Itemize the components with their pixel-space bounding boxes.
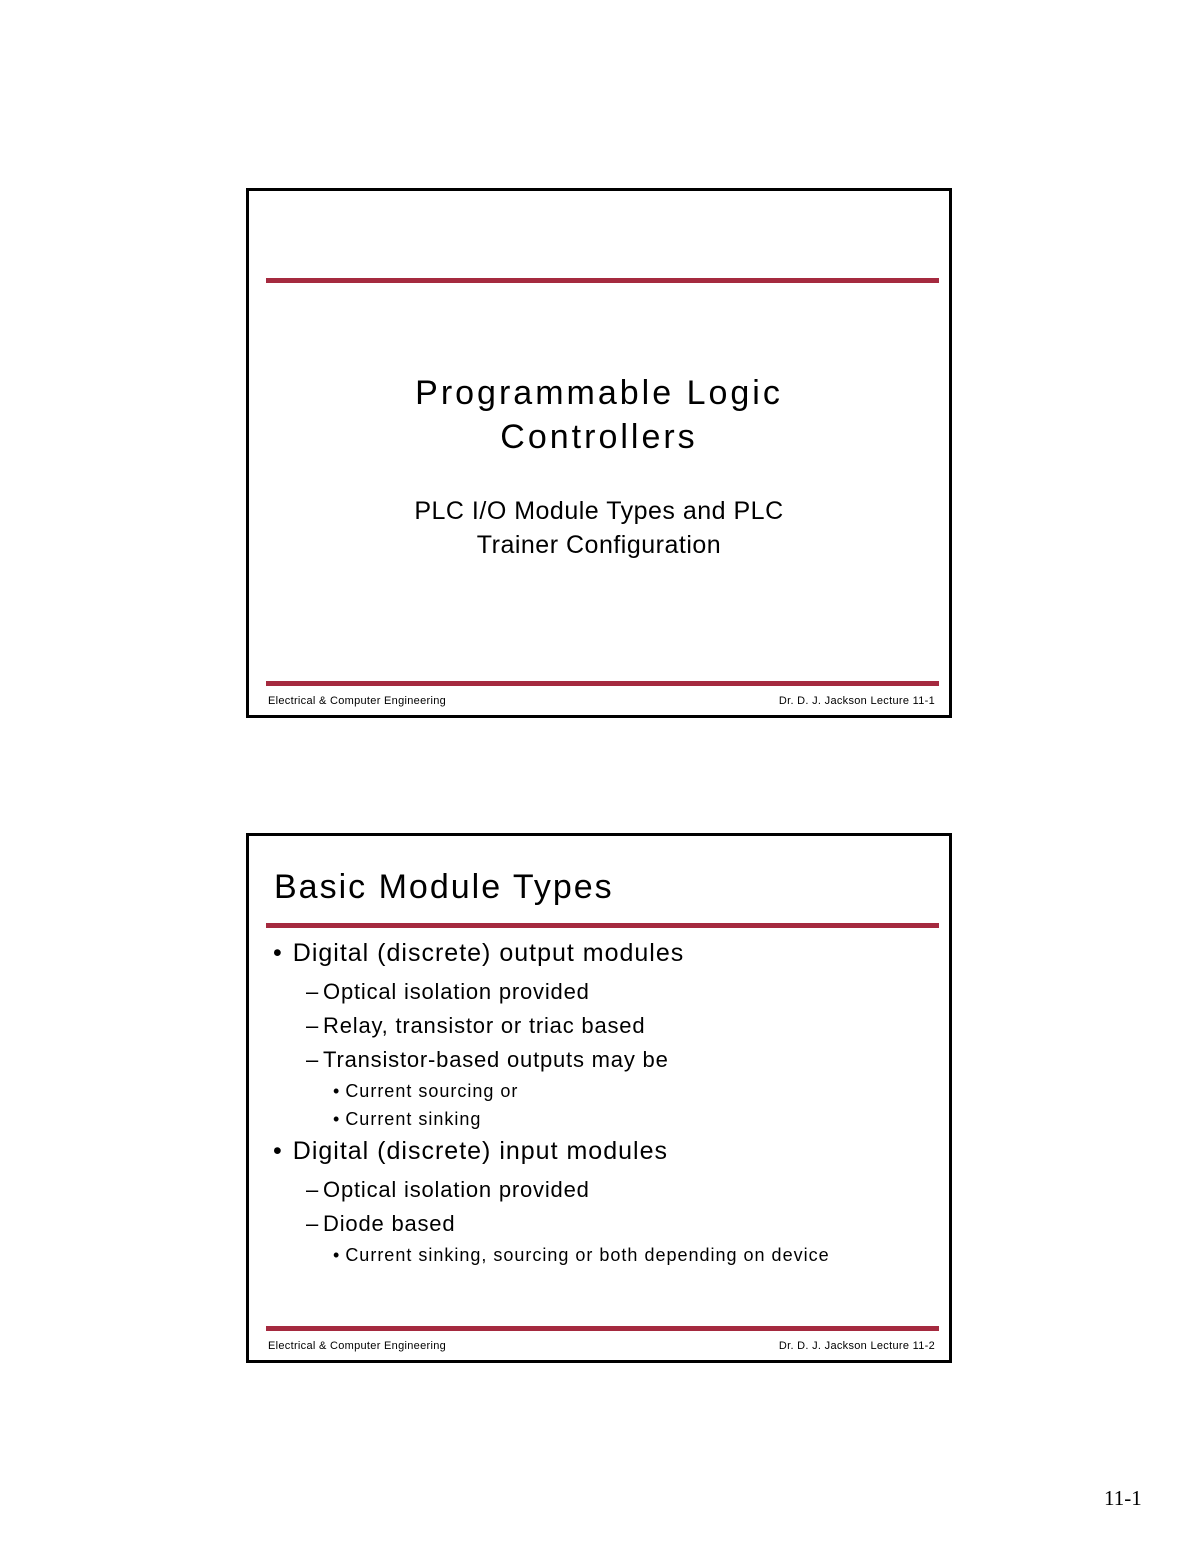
- sub-bullet: – Relay, transistor or triac based: [306, 1013, 646, 1038]
- dash-icon: –: [306, 1047, 320, 1072]
- bullet-icon: •: [273, 939, 283, 967]
- small-bullet-icon: •: [333, 1109, 341, 1129]
- title-line-2: Controllers: [500, 418, 698, 456]
- sub-sub-bullet: • Current sinking: [333, 1109, 482, 1129]
- dash-icon: –: [306, 979, 320, 1004]
- top-accent-rule: [266, 923, 939, 928]
- slide-heading: Basic Module Types: [274, 868, 614, 906]
- subtitle-line-2: Trainer Configuration: [476, 531, 722, 559]
- sub-sub-bullet: • Current sinking, sourcing or both depending on device: [333, 1245, 830, 1265]
- slide-title: [246, 188, 952, 718]
- subtitle-line-1: PLC I/O Module Types and PLC: [414, 497, 784, 525]
- footer-lecture: Dr. D. J. Jackson Lecture 11-2: [778, 1340, 935, 1352]
- footer-department: Electrical & Computer Engineering: [268, 695, 447, 707]
- footer-lecture: Dr. D. J. Jackson Lecture 11-1: [778, 695, 935, 707]
- bullet-input-modules: • Digital (discrete) input modules: [273, 1137, 668, 1165]
- bullet-output-modules: • Digital (discrete) output modules: [273, 939, 685, 967]
- page-number: 11-1: [1104, 1486, 1142, 1510]
- title-line-1: Programmable Logic: [415, 374, 783, 412]
- slide-basic-module-types: [246, 833, 952, 1363]
- sub-bullet: – Diode based: [306, 1211, 456, 1236]
- bullet-icon: •: [273, 1137, 283, 1165]
- dash-icon: –: [306, 1211, 320, 1236]
- top-accent-rule: [266, 278, 939, 283]
- sub-sub-bullet: • Current sourcing or: [333, 1081, 519, 1101]
- sub-bullet: – Transistor-based outputs may be: [306, 1047, 669, 1072]
- footer-department: Electrical & Computer Engineering: [268, 1340, 447, 1352]
- small-bullet-icon: •: [333, 1081, 341, 1101]
- sub-bullet: – Optical isolation provided: [306, 1177, 590, 1202]
- sub-bullet: – Optical isolation provided: [306, 979, 590, 1004]
- bottom-accent-rule: [266, 681, 939, 686]
- slide-title-heading: [249, 371, 949, 459]
- small-bullet-icon: •: [333, 1245, 341, 1265]
- dash-icon: –: [306, 1013, 320, 1038]
- slide-subtitle: [249, 494, 949, 562]
- bottom-accent-rule: [266, 1326, 939, 1331]
- dash-icon: –: [306, 1177, 320, 1202]
